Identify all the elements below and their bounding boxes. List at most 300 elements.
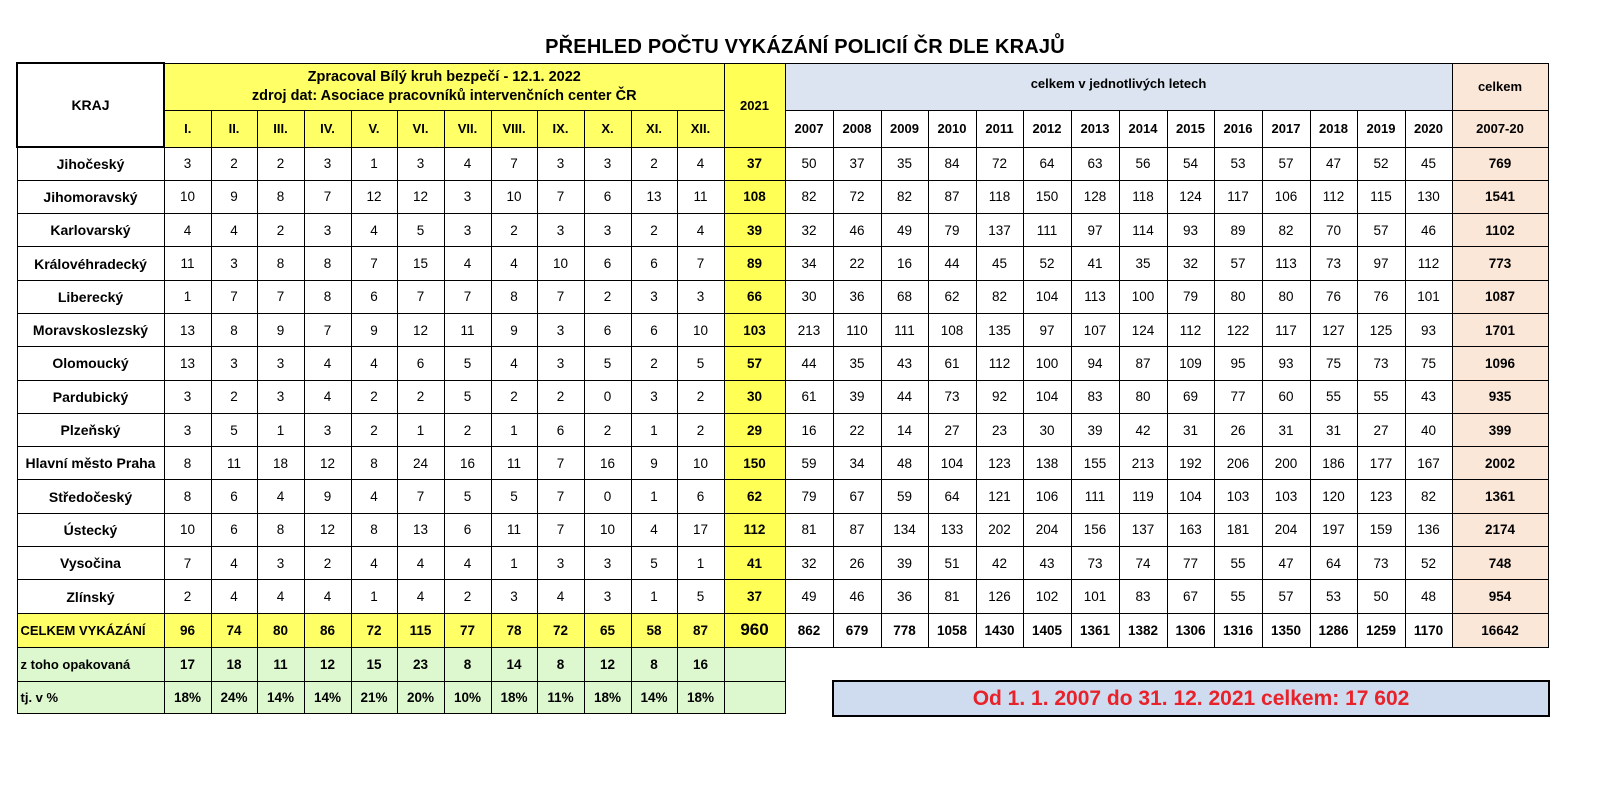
year-value: 82 xyxy=(785,180,833,213)
year-value: 31 xyxy=(1262,413,1310,446)
year-value: 80 xyxy=(1262,280,1310,313)
year-value: 123 xyxy=(976,447,1023,480)
total-month-value: 96 xyxy=(164,613,211,647)
region-name: Jihomoravský xyxy=(17,180,164,213)
month-value: 2 xyxy=(677,413,724,446)
year-value: 72 xyxy=(976,147,1023,180)
region-name: Zlínský xyxy=(17,580,164,613)
summary-box: Od 1. 1. 2007 do 31. 12. 2021 celkem: 17 602 xyxy=(832,680,1550,717)
year-value: 77 xyxy=(1214,380,1262,413)
month-value: 10 xyxy=(677,313,724,346)
month-value: 7 xyxy=(444,280,491,313)
month-value: 8 xyxy=(351,513,397,546)
year-value: 45 xyxy=(976,247,1023,280)
total-month-value: 74 xyxy=(211,613,257,647)
month-value: 3 xyxy=(537,214,584,247)
year-value: 82 xyxy=(976,280,1023,313)
month-value: 10 xyxy=(491,180,537,213)
month-value: 7 xyxy=(537,513,584,546)
month-value: 6 xyxy=(631,247,677,280)
month-value: 5 xyxy=(677,347,724,380)
month-value: 3 xyxy=(304,147,351,180)
month-value: 7 xyxy=(537,447,584,480)
total-month-value: 77 xyxy=(444,613,491,647)
month-value: 4 xyxy=(351,480,397,513)
month-header: IV. xyxy=(304,110,351,147)
region-total: 769 xyxy=(1452,147,1548,180)
table-row xyxy=(17,214,1548,247)
year-value: 97 xyxy=(1357,247,1405,280)
month-value: 3 xyxy=(537,313,584,346)
month-value: 1 xyxy=(351,147,397,180)
region-total: 748 xyxy=(1452,547,1548,580)
year-2021-value: 37 xyxy=(724,147,785,180)
year-value: 150 xyxy=(1023,180,1071,213)
year-value: 68 xyxy=(881,280,928,313)
month-value: 7 xyxy=(537,280,584,313)
month-value: 0 xyxy=(584,380,631,413)
region-total: 2002 xyxy=(1452,447,1548,480)
month-value: 3 xyxy=(677,280,724,313)
year-value: 48 xyxy=(881,447,928,480)
year-value: 52 xyxy=(1023,247,1071,280)
year-value: 73 xyxy=(928,380,976,413)
month-value: 7 xyxy=(677,247,724,280)
region-total: 954 xyxy=(1452,580,1548,613)
month-header: II. xyxy=(211,110,257,147)
month-value: 1 xyxy=(164,280,211,313)
year-value: 120 xyxy=(1310,480,1357,513)
year-value: 83 xyxy=(1071,380,1119,413)
year-value: 46 xyxy=(833,214,881,247)
year-value: 82 xyxy=(1405,480,1452,513)
month-value: 4 xyxy=(211,214,257,247)
year-header: 2013 xyxy=(1071,110,1119,147)
year-value: 97 xyxy=(1071,214,1119,247)
year-value: 87 xyxy=(1119,347,1167,380)
total-year-value: 1382 xyxy=(1119,613,1167,647)
month-value: 2 xyxy=(211,380,257,413)
region-total: 2174 xyxy=(1452,513,1548,546)
year-value: 89 xyxy=(1214,214,1262,247)
year-value: 42 xyxy=(1119,413,1167,446)
month-value: 4 xyxy=(444,247,491,280)
percent-label: tj. v % xyxy=(17,681,164,713)
year-value: 72 xyxy=(833,180,881,213)
month-value: 1 xyxy=(257,413,304,446)
month-value: 1 xyxy=(397,413,444,446)
month-value: 3 xyxy=(584,547,631,580)
repeat-value: 17 xyxy=(164,647,211,681)
year-value: 93 xyxy=(1167,214,1214,247)
year-value: 111 xyxy=(881,313,928,346)
month-value: 5 xyxy=(631,547,677,580)
month-value: 2 xyxy=(351,413,397,446)
month-value: 1 xyxy=(491,413,537,446)
month-value: 3 xyxy=(537,347,584,380)
month-value: 12 xyxy=(304,447,351,480)
month-value: 4 xyxy=(351,214,397,247)
year-value: 22 xyxy=(833,413,881,446)
total-month-value: 58 xyxy=(631,613,677,647)
year-value: 134 xyxy=(881,513,928,546)
year-value: 127 xyxy=(1310,313,1357,346)
percent-value: 14% xyxy=(304,681,351,713)
month-value: 7 xyxy=(304,313,351,346)
year-value: 52 xyxy=(1405,547,1452,580)
source-note xyxy=(164,63,724,110)
year-value: 181 xyxy=(1214,513,1262,546)
month-value: 3 xyxy=(584,147,631,180)
year-value: 35 xyxy=(881,147,928,180)
year-value: 92 xyxy=(976,380,1023,413)
year-value: 39 xyxy=(833,380,881,413)
year-value: 83 xyxy=(1119,580,1167,613)
total-month-value: 78 xyxy=(491,613,537,647)
year-header: 2020 xyxy=(1405,110,1452,147)
repeat-value: 14 xyxy=(491,647,537,681)
year-value: 97 xyxy=(1023,313,1071,346)
month-value: 6 xyxy=(584,313,631,346)
region-name: Jihočeský xyxy=(17,147,164,180)
month-value: 10 xyxy=(164,180,211,213)
year-value: 80 xyxy=(1214,280,1262,313)
month-value: 11 xyxy=(444,313,491,346)
region-total: 1361 xyxy=(1452,480,1548,513)
year-header: 2019 xyxy=(1357,110,1405,147)
percent-value: 18% xyxy=(584,681,631,713)
region-total: 1541 xyxy=(1452,180,1548,213)
table-row xyxy=(17,313,1548,346)
month-value: 4 xyxy=(444,547,491,580)
month-value: 4 xyxy=(491,347,537,380)
month-value: 8 xyxy=(257,180,304,213)
month-value: 4 xyxy=(677,147,724,180)
year-value: 40 xyxy=(1405,413,1452,446)
total-year-value: 1430 xyxy=(976,613,1023,647)
year-value: 44 xyxy=(928,247,976,280)
year-value: 57 xyxy=(1357,214,1405,247)
month-value: 3 xyxy=(164,413,211,446)
year-value: 107 xyxy=(1071,313,1119,346)
year-value: 80 xyxy=(1119,380,1167,413)
year-value: 102 xyxy=(1023,580,1071,613)
month-value: 6 xyxy=(351,280,397,313)
month-value: 9 xyxy=(491,313,537,346)
month-value: 6 xyxy=(211,513,257,546)
year-2021-value: 39 xyxy=(724,214,785,247)
statistics-table xyxy=(16,62,1549,714)
grand-total: 16642 xyxy=(1452,613,1548,647)
year-header: 2012 xyxy=(1023,110,1071,147)
month-value: 11 xyxy=(164,247,211,280)
month-value: 4 xyxy=(257,480,304,513)
month-value: 7 xyxy=(537,180,584,213)
year-value: 177 xyxy=(1357,447,1405,480)
month-value: 24 xyxy=(397,447,444,480)
month-value: 10 xyxy=(677,447,724,480)
month-value: 4 xyxy=(351,347,397,380)
year-value: 47 xyxy=(1262,547,1310,580)
year-value: 39 xyxy=(881,547,928,580)
total-year-value: 1259 xyxy=(1357,613,1405,647)
year-value: 119 xyxy=(1119,480,1167,513)
year-value: 73 xyxy=(1357,347,1405,380)
year-value: 167 xyxy=(1405,447,1452,480)
year-value: 45 xyxy=(1405,147,1452,180)
month-value: 3 xyxy=(304,413,351,446)
year-value: 36 xyxy=(833,280,881,313)
year-value: 137 xyxy=(976,214,1023,247)
month-value: 3 xyxy=(537,547,584,580)
month-value: 2 xyxy=(444,413,491,446)
spacer xyxy=(785,647,1548,681)
month-value: 2 xyxy=(537,380,584,413)
year-value: 87 xyxy=(928,180,976,213)
month-value: 8 xyxy=(164,480,211,513)
month-value: 9 xyxy=(631,447,677,480)
month-value: 1 xyxy=(631,580,677,613)
year-2021-value: 103 xyxy=(724,313,785,346)
table-row xyxy=(17,513,1548,546)
repeat-value: 15 xyxy=(351,647,397,681)
year-value: 59 xyxy=(881,480,928,513)
year-value: 79 xyxy=(785,480,833,513)
total-year-value: 862 xyxy=(785,613,833,647)
year-value: 103 xyxy=(1214,480,1262,513)
year-value: 57 xyxy=(1262,147,1310,180)
month-value: 12 xyxy=(397,180,444,213)
month-header: V. xyxy=(351,110,397,147)
year-value: 23 xyxy=(976,413,1023,446)
source-note-line2: zdroj dat: Asociace pracovníků intervenčních center ČR xyxy=(251,87,637,104)
year-value: 60 xyxy=(1262,380,1310,413)
year-value: 34 xyxy=(785,247,833,280)
month-header: XI. xyxy=(631,110,677,147)
month-header: VII. xyxy=(444,110,491,147)
year-header: 2007 xyxy=(785,110,833,147)
year-value: 110 xyxy=(833,313,881,346)
year-value: 133 xyxy=(928,513,976,546)
region-name: Karlovarský xyxy=(17,214,164,247)
year-value: 22 xyxy=(833,247,881,280)
year-2021-value: 29 xyxy=(724,413,785,446)
year-value: 136 xyxy=(1405,513,1452,546)
year-value: 204 xyxy=(1262,513,1310,546)
year-value: 46 xyxy=(833,580,881,613)
month-value: 3 xyxy=(491,580,537,613)
year-value: 213 xyxy=(1119,447,1167,480)
year-value: 112 xyxy=(1167,313,1214,346)
year-value: 39 xyxy=(1071,413,1119,446)
total-month-value: 87 xyxy=(677,613,724,647)
year-value: 36 xyxy=(881,580,928,613)
year-value: 128 xyxy=(1071,180,1119,213)
month-header: III. xyxy=(257,110,304,147)
year-value: 135 xyxy=(976,313,1023,346)
region-name: Plzeňský xyxy=(17,413,164,446)
month-value: 1 xyxy=(631,413,677,446)
month-value: 2 xyxy=(631,147,677,180)
year-value: 57 xyxy=(1214,247,1262,280)
year-value: 114 xyxy=(1119,214,1167,247)
repeat-label: z toho opakovaná xyxy=(17,647,164,681)
total-month-value: 80 xyxy=(257,613,304,647)
percent-value: 18% xyxy=(491,681,537,713)
repeat-value: 11 xyxy=(257,647,304,681)
year-value: 106 xyxy=(1262,180,1310,213)
year-value: 106 xyxy=(1023,480,1071,513)
month-value: 3 xyxy=(211,247,257,280)
month-value: 7 xyxy=(304,180,351,213)
year-value: 156 xyxy=(1071,513,1119,546)
year-value: 75 xyxy=(1405,347,1452,380)
month-value: 2 xyxy=(211,147,257,180)
table-row xyxy=(17,580,1548,613)
month-value: 2 xyxy=(351,380,397,413)
year-value: 125 xyxy=(1357,313,1405,346)
month-value: 7 xyxy=(397,480,444,513)
year-value: 115 xyxy=(1357,180,1405,213)
year-value: 34 xyxy=(833,447,881,480)
year-value: 109 xyxy=(1167,347,1214,380)
month-value: 6 xyxy=(584,180,631,213)
month-value: 2 xyxy=(444,580,491,613)
total-year-value: 778 xyxy=(881,613,928,647)
percent-value: 20% xyxy=(397,681,444,713)
year-value: 155 xyxy=(1071,447,1119,480)
year-2021-value: 108 xyxy=(724,180,785,213)
region-total: 399 xyxy=(1452,413,1548,446)
table-row xyxy=(17,547,1548,580)
year-value: 37 xyxy=(833,147,881,180)
repeat-value: 8 xyxy=(631,647,677,681)
year-header: 2011 xyxy=(976,110,1023,147)
year-value: 26 xyxy=(833,547,881,580)
year-value: 93 xyxy=(1262,347,1310,380)
month-header: X. xyxy=(584,110,631,147)
month-value: 7 xyxy=(257,280,304,313)
month-value: 8 xyxy=(304,280,351,313)
year-value: 197 xyxy=(1310,513,1357,546)
year-value: 61 xyxy=(785,380,833,413)
year-value: 121 xyxy=(976,480,1023,513)
month-value: 13 xyxy=(631,180,677,213)
month-value: 3 xyxy=(257,380,304,413)
month-value: 1 xyxy=(677,547,724,580)
month-value: 5 xyxy=(397,214,444,247)
total-year-value: 1058 xyxy=(928,613,976,647)
year-value: 53 xyxy=(1214,147,1262,180)
month-value: 12 xyxy=(304,513,351,546)
month-value: 2 xyxy=(257,214,304,247)
total-2021-value: 960 xyxy=(724,613,785,647)
month-value: 5 xyxy=(677,580,724,613)
month-value: 2 xyxy=(631,347,677,380)
year-header: 2018 xyxy=(1310,110,1357,147)
month-value: 2 xyxy=(257,147,304,180)
total-month-value: 115 xyxy=(397,613,444,647)
table-row xyxy=(17,280,1548,313)
year-value: 117 xyxy=(1262,313,1310,346)
year-header: 2009 xyxy=(881,110,928,147)
year-value: 82 xyxy=(1262,214,1310,247)
percent-value: 10% xyxy=(444,681,491,713)
month-value: 11 xyxy=(491,447,537,480)
year-value: 79 xyxy=(928,214,976,247)
year-value: 67 xyxy=(833,480,881,513)
repeat-row xyxy=(17,647,1548,681)
year-value: 64 xyxy=(928,480,976,513)
month-value: 3 xyxy=(631,380,677,413)
month-value: 6 xyxy=(537,413,584,446)
month-value: 13 xyxy=(164,313,211,346)
year-value: 76 xyxy=(1310,280,1357,313)
total-range-header: 2007-20 xyxy=(1452,110,1548,147)
total-month-value: 72 xyxy=(351,613,397,647)
year-value: 73 xyxy=(1357,547,1405,580)
year-2021-value: 112 xyxy=(724,513,785,546)
month-header: VIII. xyxy=(491,110,537,147)
region-total: 1087 xyxy=(1452,280,1548,313)
month-value: 17 xyxy=(677,513,724,546)
month-value: 6 xyxy=(211,480,257,513)
year-value: 126 xyxy=(976,580,1023,613)
table-row xyxy=(17,447,1548,480)
table-row xyxy=(17,180,1548,213)
year-value: 117 xyxy=(1214,180,1262,213)
year-value: 79 xyxy=(1167,280,1214,313)
year-header: 2015 xyxy=(1167,110,1214,147)
region-name: Hlavní město Praha xyxy=(17,447,164,480)
month-value: 4 xyxy=(631,513,677,546)
year-header: 2016 xyxy=(1214,110,1262,147)
totals-label: CELKEM VYKÁZÁNÍ xyxy=(17,613,164,647)
month-value: 3 xyxy=(304,214,351,247)
month-value: 3 xyxy=(444,214,491,247)
percent-value: 11% xyxy=(537,681,584,713)
month-value: 5 xyxy=(444,347,491,380)
year-value: 61 xyxy=(928,347,976,380)
month-value: 6 xyxy=(677,480,724,513)
month-value: 3 xyxy=(444,180,491,213)
month-value: 7 xyxy=(491,147,537,180)
year-value: 64 xyxy=(1023,147,1071,180)
year-value: 70 xyxy=(1310,214,1357,247)
month-value: 4 xyxy=(211,547,257,580)
month-value: 5 xyxy=(491,480,537,513)
month-value: 4 xyxy=(397,547,444,580)
source-note-line1: Zpracoval Bílý kruh bezpečí - 12.1. 2022 xyxy=(307,68,581,85)
month-value: 2 xyxy=(397,380,444,413)
year-value: 163 xyxy=(1167,513,1214,546)
year-value: 101 xyxy=(1071,580,1119,613)
year-value: 112 xyxy=(1405,247,1452,280)
month-value: 4 xyxy=(164,214,211,247)
year-value: 213 xyxy=(785,313,833,346)
month-value: 10 xyxy=(164,513,211,546)
table-row xyxy=(17,147,1548,180)
month-value: 5 xyxy=(211,413,257,446)
year-2021-value: 89 xyxy=(724,247,785,280)
month-value: 9 xyxy=(257,313,304,346)
region-total: 773 xyxy=(1452,247,1548,280)
year-value: 77 xyxy=(1167,547,1214,580)
month-value: 4 xyxy=(397,580,444,613)
month-value: 11 xyxy=(491,513,537,546)
percent-value: 18% xyxy=(677,681,724,713)
table-row xyxy=(17,347,1548,380)
